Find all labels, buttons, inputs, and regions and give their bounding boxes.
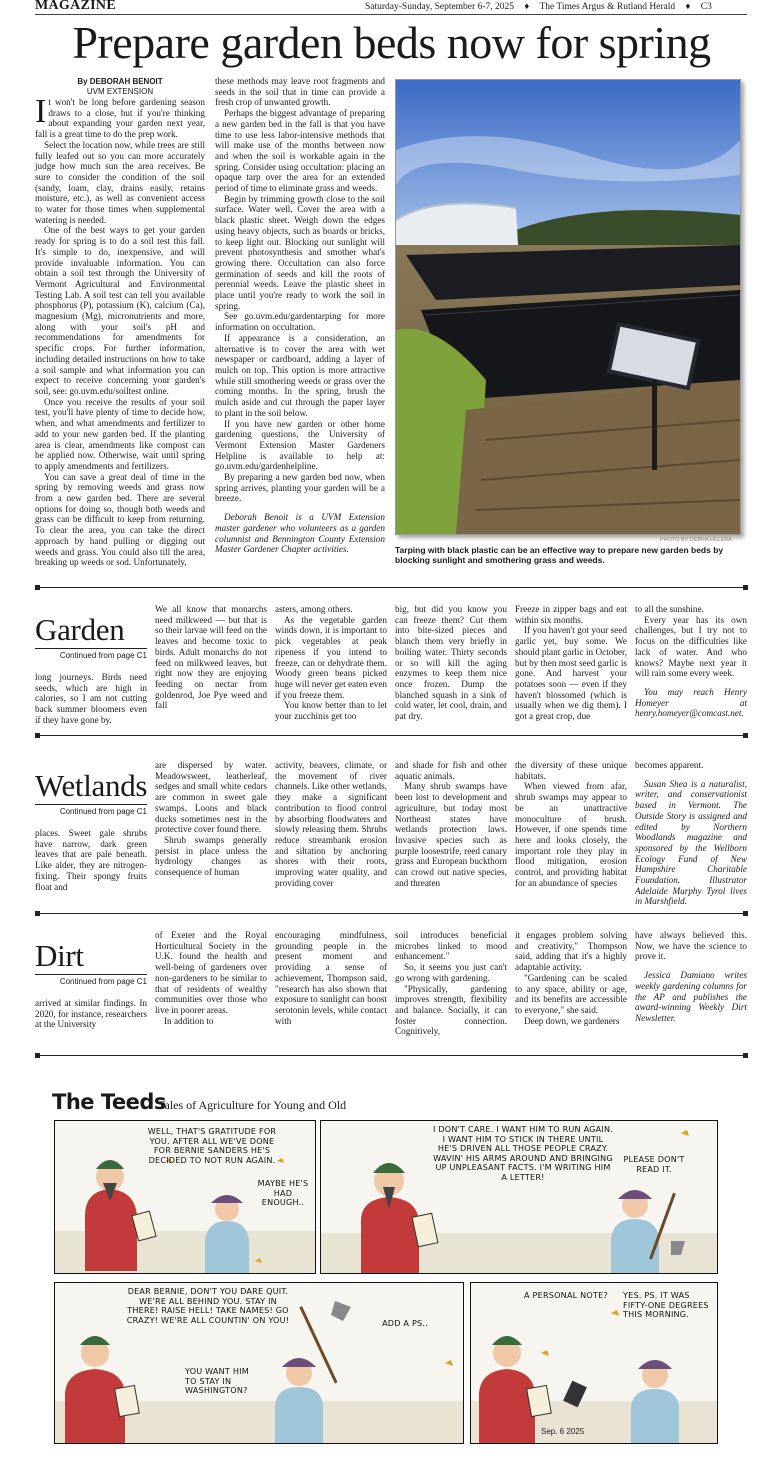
jump-paragraph: In addition to xyxy=(164,1015,214,1026)
garden-photo xyxy=(395,79,741,535)
article-column-1 xyxy=(35,93,205,568)
jump-paragraph: and shade for fish and other aquatic animals. xyxy=(395,760,507,781)
continued-label: Continued from page C1 xyxy=(35,804,147,816)
drop-cap: I xyxy=(35,93,47,130)
jump-column xyxy=(515,760,627,888)
jump-paragraph: to all the sunshine. xyxy=(635,604,704,614)
article-paragraph: You can save a great deal of time in the spring by removing weeds and grass now from a new garden bed. There are several options for doing so, though both weeds and grass can be difficult to keep from returning. To clear the area, you can take the direct approach by hand pulling or digging out weeds and grass. You could also till the area, breaking up weeds or sod. Unfortunately, xyxy=(35,471,205,568)
comic-title: The Teeds xyxy=(52,1090,166,1114)
comic-panel-2 xyxy=(320,1120,718,1274)
comic-panel-3 xyxy=(54,1282,464,1444)
jump-column xyxy=(395,930,507,1037)
jump-paragraph: Deep down, we gardeners xyxy=(524,1015,620,1026)
speech-balloon: WELL, THAT'S GRATITUDE FOR YOU. AFTER ALL WE'VE DONE FOR BERNIE SANDERS HE'S DECIDED TO NOT RUN AGAIN. xyxy=(147,1126,277,1165)
speech-balloon: A PERSONAL NOTE? xyxy=(524,1290,608,1300)
article-paragraph: Perhaps the biggest advantage of preparing a new garden bed in the fall is that you have time to use less labor-intensive methods that will make use of the months between now and when the soil is workable again in the spring. Consider using occultation: placing an opaque tarp over the area for an extended period of time to eliminate grass and weeds. xyxy=(215,108,385,194)
jump-lead-text: long journeys. Birds need seeds, which are high in calories, so I am not cutting back summer bloomers even if they have gone by. xyxy=(35,672,147,725)
jump-column xyxy=(275,604,387,722)
jump-column xyxy=(275,760,387,888)
jump-paragraph: You know better than to let your zucchinis get too xyxy=(275,700,387,722)
section-divider xyxy=(36,913,747,914)
jump-paragraph: Every year has its own challenges, but I try not to focus on the difficulties like lack of water. And who knows? Maybe next year it will rain some every week. xyxy=(635,614,747,679)
jump-column xyxy=(275,930,387,1026)
jump-paragraph: encouraging mindfulness, grounding people in the present moment and providing a sense of achievement, Thompson said, "research has also shown that exposure to sunlight can boost serotonin levels, while contact with xyxy=(275,930,387,1026)
jump-paragraph: are dispersed by water. Meadowsweet, leatherleaf, sedges and small white cedars are common in sweet gale swamps. Loons and black ducks sometimes nest in the protective cover found there. xyxy=(155,760,267,835)
jump-paragraph: When viewed from afar, shrub swamps may appear to be an unattractive monoculture of brush. However, if one spends time here and looks closely, the important role they play in flood mitigation, erosion control, and providing habitat for an abundance of species xyxy=(515,781,627,888)
section-divider xyxy=(36,735,747,736)
byline-affiliation: UVM EXTENSION xyxy=(86,87,154,96)
jump-column xyxy=(515,930,627,1026)
continued-label: Continued from page C1 xyxy=(35,648,147,660)
speech-balloon: YOU WANT HIM TO STAY IN WASHINGTON? xyxy=(185,1366,249,1396)
jump-paragraph: Shrub swamps generally persist in place unless the hydrology changes as consequence of human xyxy=(155,834,267,878)
speech-balloon: DEAR BERNIE, DON'T YOU DARE QUIT. WE'RE ALL BEHIND YOU. STAY IN THERE! RAISE HELL! TAKE NAMES! GO CRAZY! WE'RE ALL COUNTIN' ON YOU! xyxy=(126,1286,290,1325)
photo-caption: Tarping with black plastic can be an effective way to prepare new garden beds by blocking sunlight and smothering grass and weeds. xyxy=(395,545,724,565)
article-paragraph: Select the location now, while trees are still fully leafed out so you can more accurately judge how much sun the area receives. Be sure to consider the condition of the soil (sandy, loam, clay, drains easily, retains moisture, etc.), as well as convenient access to water for those times when supplemental watering is needed. xyxy=(35,139,205,225)
article-paragraph: Once you receive the results of your soil test, you'll have plenty of time to decide how, when, and what amendments and fertilizer to add to your new garden bed. If the planting area is clear, amendments like compost can be applied now. Otherwise, wait until spring to apply amendments and fertilizers. xyxy=(35,396,205,471)
diamond-icon: ♦ xyxy=(524,2,530,12)
header-rule xyxy=(35,14,747,15)
jump-column xyxy=(155,930,267,1026)
speech-balloon: YES. PS. IT WAS FIFTY-ONE DEGREES THIS MORNING. xyxy=(623,1290,709,1320)
comic-subtitle: Tales of Agriculture for Young and Old xyxy=(158,1098,347,1112)
jump-column xyxy=(395,604,507,722)
headline: Prepare garden beds now for spring xyxy=(72,17,711,68)
jump-column xyxy=(155,760,267,878)
jump-title: Dirt xyxy=(35,938,84,973)
jump-column xyxy=(635,604,747,719)
byline xyxy=(35,77,205,97)
jump-paragraph: Freeze in zipper bags and eat within six months. xyxy=(515,604,627,625)
section-label: MAGAZINE xyxy=(35,0,116,13)
continued-label: Continued from page C1 xyxy=(35,974,147,986)
jump-paragraph: "Physically, gardening improves strength, flexibility and balance. Socially, it can foster connection. Cognitively, xyxy=(395,983,507,1037)
jump-paragraph: big, but did you know you can freeze them? Cut them into bite-sized pieces and blanch them very briefly in boiling water. Thirty seconds or so will kill the aging enzymes to keep them nice once frozen. Dump the blanched squash in a sink of cold water, let cool, drain, and pat dry. xyxy=(395,604,507,722)
speech-balloon: PLEASE DON'T READ IT. xyxy=(623,1154,685,1174)
byline-author: By DEBORAH BENOIT xyxy=(77,77,163,86)
comic-panel-1 xyxy=(54,1120,316,1274)
jump-paragraph: the diversity of these unique habitats. xyxy=(515,760,627,781)
jump-title: Wetlands xyxy=(35,768,148,803)
jump-paragraph: have always believed this. Now, we have the science to prove it. xyxy=(635,930,747,962)
author-bio: You may reach Henry Homeyer at henry.homeyer@comcast.net. xyxy=(635,686,747,719)
jump-column xyxy=(635,930,747,1024)
article-paragraph: these methods may leave root fragments and seeds in the soil that in time can provide a fresh crop of unwanted growth. xyxy=(215,76,385,108)
speech-balloon: I DON'T CARE. I WANT HIM TO RUN AGAIN. I WANT HIM TO STICK IN THERE UNTIL HE'S DRIVEN ALL THOSE PEOPLE CRAZY. WAVIN' HIS ARMS AROUND AND BRINGING UP UNPLEASANT FACTS. I'M WRITING HIM A LETTER! xyxy=(433,1124,613,1182)
comic-date: Sep. 6 2025 xyxy=(541,1427,585,1436)
jump-column xyxy=(395,760,507,888)
jump-paragraph: it engages problem solving and creativity," Thompson said, adding that it's a highly adaptable activity. xyxy=(515,930,627,973)
speech-balloon: MAYBE HE'S HAD ENOUGH.. xyxy=(257,1178,309,1208)
jump-column xyxy=(155,604,267,711)
jump-title: Garden xyxy=(35,612,125,647)
article-paragraph: See go.uvm.edu/gardentarping for more information on occultation. xyxy=(215,311,385,333)
section-divider xyxy=(36,1055,747,1056)
article-paragraph: By preparing a new garden bed now, when spring arrives, planting your garden will be a breeze. xyxy=(215,472,385,504)
dateline: Saturday-Sunday, September 6-7, 2025 xyxy=(365,2,514,12)
article-column-2 xyxy=(215,76,385,555)
page-number: C3 xyxy=(700,2,712,12)
author-bio: Jessica Damiano writes weekly gardening columns for the AP and publishes the award-winning Weekly Dirt Newsletter. xyxy=(635,970,747,1023)
article-paragraph: If appearance is a consideration, an alternative is to cover the area with wet newspaper or cardboard, adding a layer of mulch on top. This option is more attractive while still smothering weeds or grass over the coming months. In the spring, brush the mulch aside and cut through the paper layer to plant in the soil below. xyxy=(215,332,385,418)
comic-strip xyxy=(50,1090,730,1450)
photo-credit: PHOTO BY DEBRA HELEBA xyxy=(660,537,732,543)
jump-paragraph: "Gardening can be scaled to any space, ability or age, and its benefits are accessible to everyone," she said. xyxy=(515,972,627,1015)
jump-lead-text: arrived at similar findings. In 2020, for instance, researchers at the University xyxy=(35,998,147,1030)
paper-name: The Times Argus & Rutland Herald xyxy=(539,2,676,12)
header-info xyxy=(365,2,712,12)
author-bio: Susan Shea is a naturalist, writer, and conservationist based in Vermont. The Outside Story is assigned and edited by Northern Woodlands magazine and sponsored by the Wellborn Ecology Fund of New Hampshire Charitable Foundation. Illustrator Adelaide Murphy Tyrol lives in Marshfield. xyxy=(635,778,747,907)
diamond-icon: ♦ xyxy=(685,2,691,12)
jump-paragraph: Many shrub swamps have been lost to development and agriculture, but today most Northeast states have wetlands protection laws. Invasive species such as purple loosestrife, reed canary grass and European buckthorn can crowd out native species, and threaten xyxy=(395,781,507,888)
article-paragraph: If you have new garden or other home gardening questions, the University of Vermont Extension Master Gardeners Helpline is available to help at: go.uvm.edu/gardenhelpline. xyxy=(215,418,385,472)
jump-paragraph: soil introduces beneficial microbes linked to mood enhancement." xyxy=(395,930,507,962)
jump-paragraph: becomes apparent. xyxy=(635,760,704,770)
jump-column xyxy=(515,604,627,722)
jump-paragraph: activity, beavers, climate, or the movement of river channels. Like other wetlands, they make a significant contribution to flood control by absorbing floodwaters and slowly releasing them. Shrubs reduce streambank erosion and siltation by anchoring shores with their roots, improving water quality, and providing cover xyxy=(275,760,387,888)
jump-lead-text: places. Sweet gale shrubs have narrow, dark green leaves that are pale beneath. Like alder, they are nitrogen-fixing. Their spongy fruits float and xyxy=(35,828,147,892)
author-bio: Deborah Benoit is a UVM Extension master gardener who volunteers as a garden columnist and Bennington County Extension Master Gardener Chapter activities. xyxy=(215,512,385,555)
jump-paragraph: We all know that monarchs need milkweed — but that is so their larvae will feed on the leaves and become toxic to birds. Adult monarchs do not feed on milkweed leaves, but right now they are enjoying feeding on nectar from goldenrod, Joe Pye weed and fall xyxy=(155,604,267,711)
comic-panel-4 xyxy=(470,1282,718,1444)
section-divider xyxy=(36,587,747,588)
speech-balloon: ADD A PS.. xyxy=(382,1318,428,1328)
article-paragraph: One of the best ways to get your garden ready for spring is to do a soil test this fall. It's simple to do, inexpensive, and will provide invaluable information. You can obtain a soil test through the University of Vermont Agricultural and Environmental Testing Lab. A soil test can tell you available phosphorus (P), potassium (K), calcium (Ca), magnesium (Mg), micronutrients and more, along with your soil's pH and recommendations for amendments for specific crops. For further information, including detailed instructions on how to take a soil sample and what information you can expect to receive concerning your garden's soil, see: go.uvm.edu/soiltest online. xyxy=(35,225,205,396)
jump-column xyxy=(635,760,747,907)
article-paragraph: t won't be long before gardening season draws to a close, but if you're thinking about expanding your garden next year, fall is a great time to do the prep work. xyxy=(35,97,205,140)
article-paragraph: Begin by trimming growth close to the soil surface. Water well. Cover the area with a black plastic sheet. Weigh down the edges using heavy objects, such as boards or bricks, to keep light out. Blocking out sunlight will prevent photosynthesis and smother what's growing there. Occultation can also force germination of seeds and kill the roots of perennial weeds. Leave the plastic sheet in place until you're ready to work the soil in spring. xyxy=(215,193,385,311)
tarped-garden-illustration xyxy=(396,80,740,534)
jump-paragraph: of Exeter and the Royal Horticultural Society in the U.K. found the health and well-being of gardeners over non-gardeners to be similar to that of residents of wealthy communities over those who live in poorer areas. xyxy=(155,930,267,1015)
jump-paragraph: If you haven't got your seed garlic yet, buy some. We should plant garlic in October, but by then most seed garlic is gone. And harvest your potatoes soon — even if they haven't blossomed (which is usually when we dig them). I got a great crop, due xyxy=(515,625,627,722)
jump-paragraph: asters, among others. xyxy=(275,604,353,614)
jump-paragraph: As the vegetable garden winds down, it is important to pick vegetables at peak ripeness if you intend to freeze, can or dehydrate them. Woody green beans picked huge will never get eaten even if you freeze them. xyxy=(275,614,387,700)
jump-paragraph: So, it seems you just can't go wrong with gardening. xyxy=(395,962,507,983)
